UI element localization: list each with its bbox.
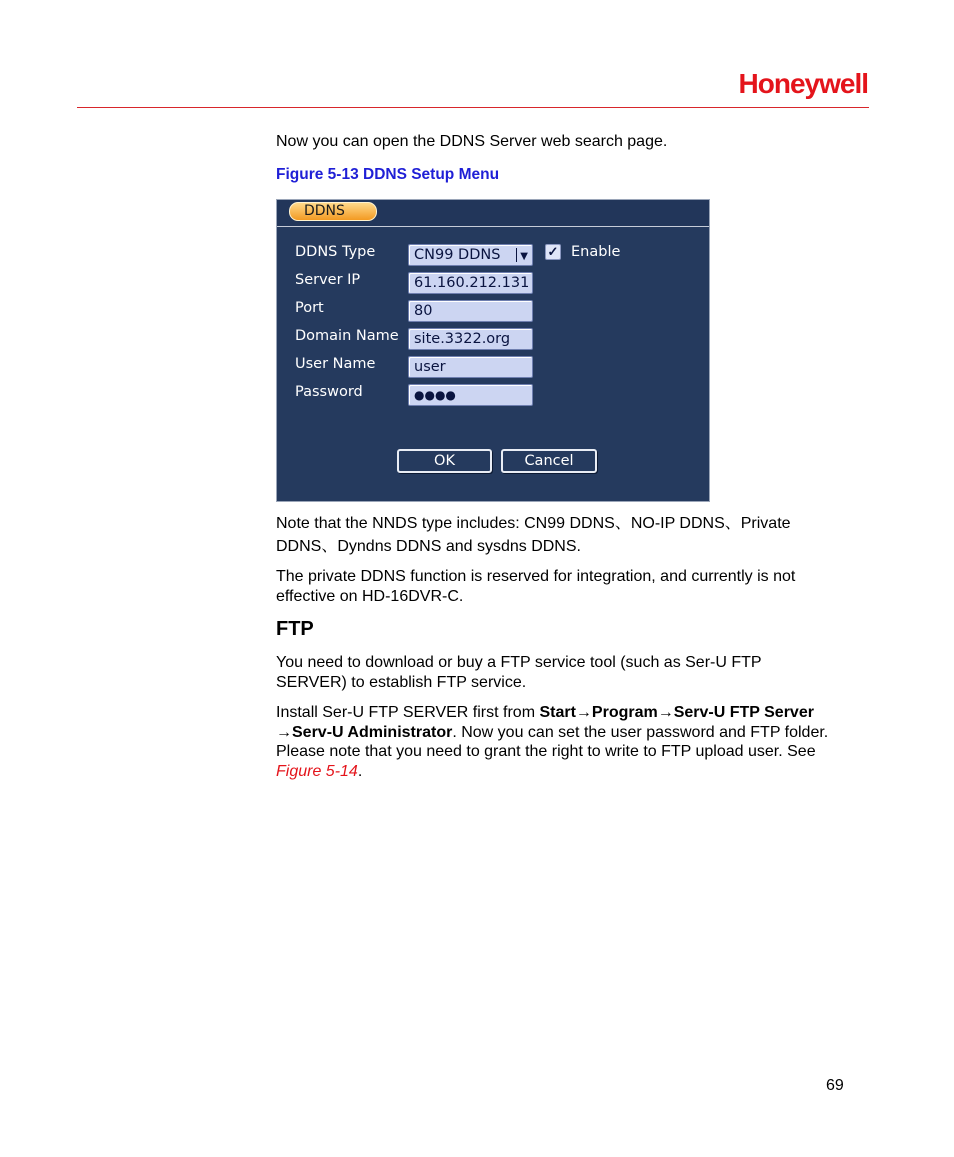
domain-name-label: Domain Name <box>295 328 399 344</box>
select-separator <box>516 248 517 262</box>
ftp-paragraph-1: You need to download or buy a FTP service tool (such as Ser-U FTP SERVER) to establish FTP service. <box>276 654 762 691</box>
ftp-p2-text-1: Install Ser-U FTP SERVER first from <box>276 704 540 721</box>
intro-paragraph: Now you can open the DDNS Server web search page. <box>276 133 668 150</box>
cancel-button[interactable]: Cancel <box>501 449 597 473</box>
arrow-right-icon: → <box>575 704 592 721</box>
private-ddns-paragraph: The private DDNS function is reserved for integration, and currently is not effective on HD-16DVR-C. <box>276 568 796 605</box>
server-ip-input[interactable]: 61.160.212.131 <box>408 272 533 294</box>
page-number: 69 <box>826 1077 844 1094</box>
ftp-p2-text-2: . Now you can set the user password and FTP folder. Please note that you need to grant the right to write to FTP upload user. See <box>276 723 829 760</box>
checkmark-icon: ✓ <box>547 244 559 259</box>
user-name-label: User Name <box>295 356 376 372</box>
port-label: Port <box>295 300 324 316</box>
header-rule <box>77 107 869 108</box>
menu-servu-ftp-server: Serv-U FTP Server <box>673 704 814 721</box>
screenshot-tab-bar <box>277 200 709 227</box>
note-line-1: Note that the NNDS type includes: CN99 DDNS、NO-IP DDNS、Private <box>276 515 791 532</box>
enable-checkbox[interactable] <box>545 244 561 260</box>
ddns-setup-screenshot <box>276 199 710 502</box>
figure-caption: Figure 5-13 DDNS Setup Menu <box>276 166 500 183</box>
ddns-type-label: DDNS Type <box>295 244 376 260</box>
ddns-type-select[interactable] <box>408 244 533 266</box>
ftp-heading: FTP <box>276 618 314 640</box>
ddns-tab[interactable]: DDNS <box>289 202 377 221</box>
honeywell-logo: Honeywell <box>738 68 868 99</box>
chevron-down-icon[interactable]: ▼ <box>520 251 528 262</box>
password-label: Password <box>295 384 363 400</box>
domain-name-input[interactable]: site.3322.org <box>408 328 533 350</box>
password-input[interactable]: ●●●● <box>408 384 533 406</box>
menu-servu-administrator: Serv-U Administrator <box>292 723 453 741</box>
note-line-2: DDNS、Dyndns DDNS and sysdns DDNS. <box>276 537 581 555</box>
port-input[interactable]: 80 <box>408 300 533 322</box>
ftp-p2-text-3: . <box>357 762 363 780</box>
enable-label: Enable <box>571 244 621 260</box>
arrow-right-icon: → <box>657 704 674 721</box>
ddns-type-value: CN99 DDNS <box>414 247 501 263</box>
arrow-right-icon: → <box>276 723 292 741</box>
server-ip-label: Server IP <box>295 272 361 288</box>
user-name-input[interactable]: user <box>408 356 533 378</box>
ok-button[interactable]: OK <box>397 449 492 473</box>
menu-program: Program <box>591 704 658 721</box>
ftp-paragraph-2 <box>276 703 841 781</box>
menu-start: Start <box>539 704 576 721</box>
ddns-types-note <box>276 514 841 556</box>
figure-5-14-link[interactable]: Figure 5-14 <box>276 762 358 780</box>
